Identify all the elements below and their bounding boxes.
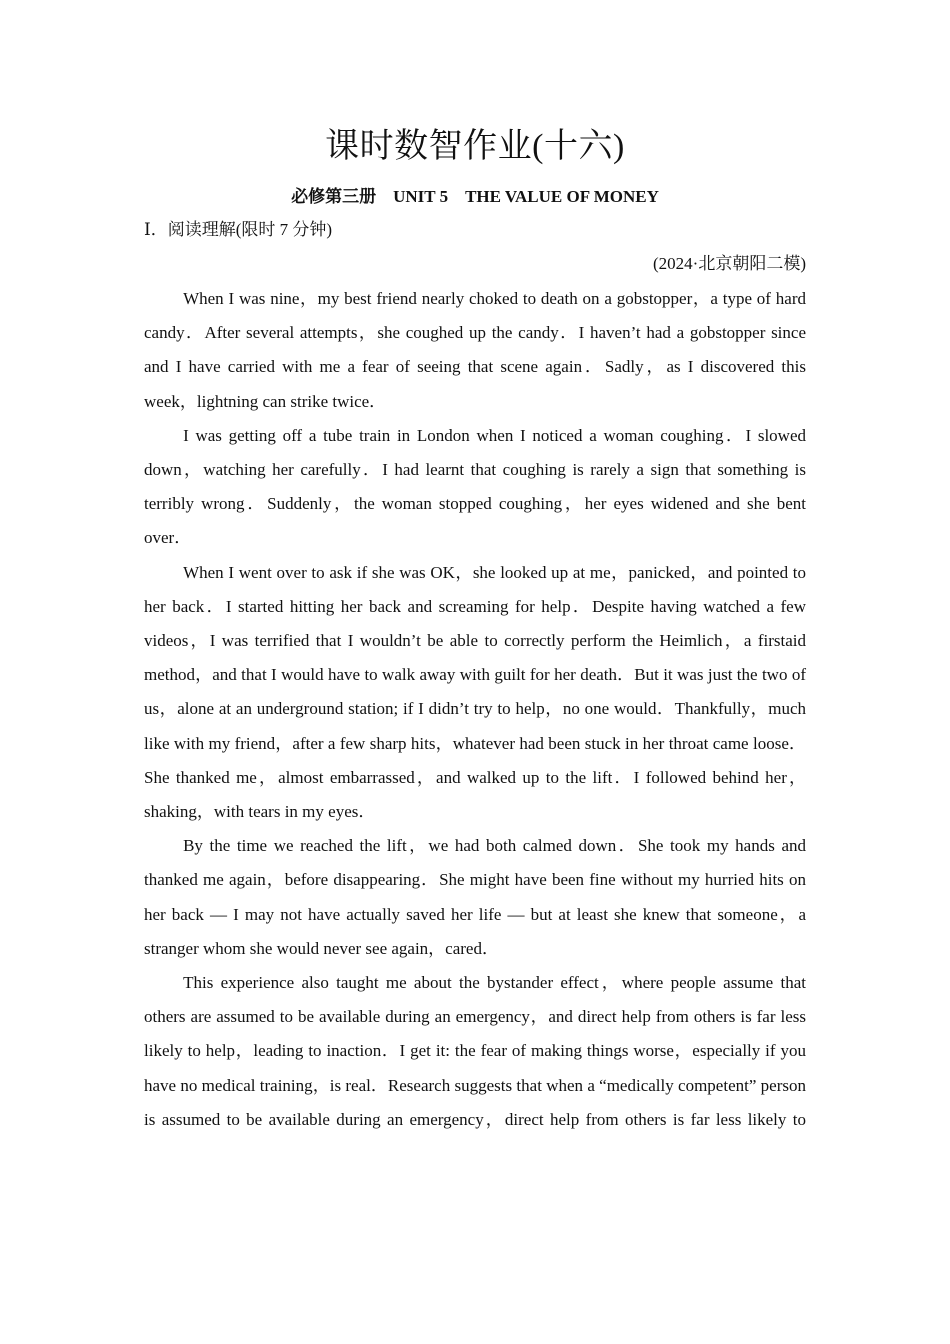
source-citation: (2024·北京朝阳二模) <box>653 254 806 273</box>
section-heading: Ⅰ．阅读理解(限时 7 分钟) <box>144 220 333 239</box>
passage-paragraph-1: When I was nine，my best friend nearly choked to death on a gobstopper，a type of hard candy．After several attempts，she coughed up the candy．I haven’t had a gobstopper since and I have carried with me a fear of seeing that scene again．Sadly，as I discovered this week，lightning can strike twice． <box>144 289 806 411</box>
passage-paragraph-2: I was getting off a tube train in London when I noticed a woman coughing．I slowed down，watching her carefully．I had learnt that coughing is rarely a sign that something is terribly wrong．Suddenly，the woman stopped coughing，her eyes widened and she bent over． <box>144 425 806 548</box>
page-title: 课时数智作业(十六) <box>325 128 625 165</box>
passage-paragraph-5: This experience also taught me about the bystander effect，where people assume that others are assumed to be available during an emergency，and direct help from others is far less likely to help，leading to inaction．I get it: the fear of making things worse，especially if you have no medical training，is real．Research suggests that when a “medically competent” person is assumed to be available during an emergency，direct help from others is far less likely to <box>144 973 806 1129</box>
passage-paragraph-3: When I went over to ask if she was OK，she looked up at me，panicked，and pointed to her back．I started hitting her back and screaming for help．Despite having watched a few videos，I was terrified that I wouldn’t be able to correctly perform the Heimlich，a firstaid method，and that I would have to walk away with guilt for her death．But it was just the two of us，alone at an underground station; if I didn’t try to help，no one would．Thankfully，much like with my friend，after a few sharp hits，whatever had been stuck in her throat came loose．She thanked me，almost embarrassed，and walked up to the lift．I followed behind her，shaking，with tears in my eyes． <box>144 562 806 822</box>
document-page <box>144 118 806 1137</box>
passage-paragraph-4: By the time we reached the lift，we had both calmed down．She took my hands and thanked me again，before disappearing．She might have been fine without my hurried hits on her back — I may not have actually saved her life — but at least she knew that someone，a stranger whom she would never see again，cared． <box>144 836 806 958</box>
unit-subtitle: 必修第三册 UNIT 5 THE VALUE OF MONEY <box>291 187 659 206</box>
